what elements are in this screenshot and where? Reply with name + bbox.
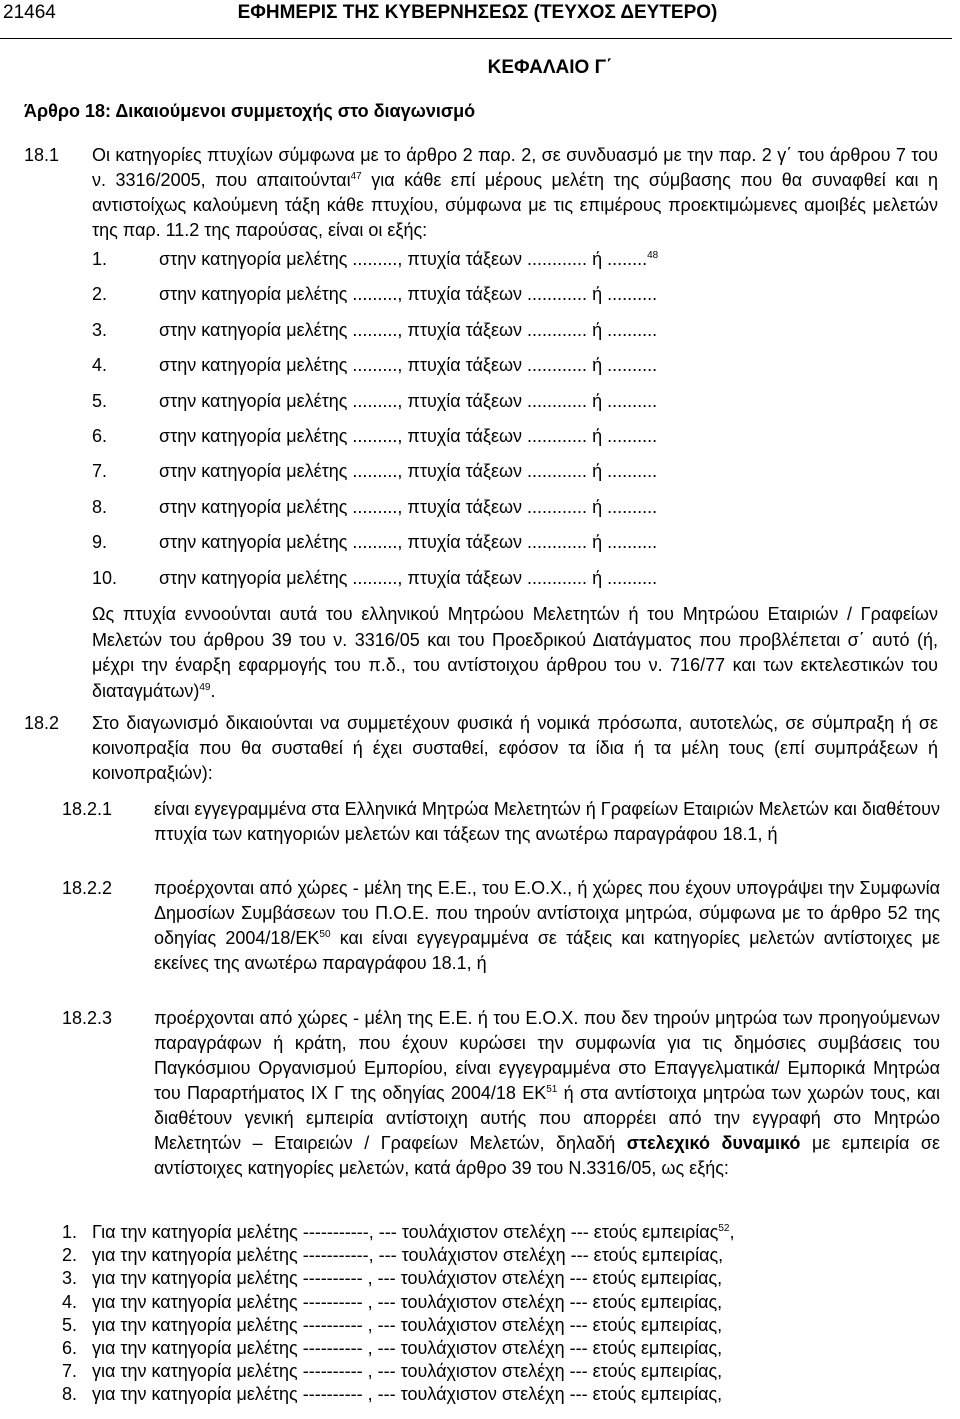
list-item-number: 9. xyxy=(92,532,108,553)
subparagraph-text-b: και είναι εγγεγραμμένα σε τάξεις και κατηγορίες μελετών αντίστοιχες με εκείνες της ανωτέρω παραγράφου 18.1, ή xyxy=(154,928,940,973)
ptychia-note xyxy=(92,602,938,704)
list-item-number: 4. xyxy=(62,1291,78,1312)
footnote-ref: 47 xyxy=(350,171,362,182)
list-item-text: στην κατηγορία μελέτης ........., πτυχία τάξεων ............ ή .......... xyxy=(159,532,658,553)
paragraph-18-1-text-a: Οι κατηγορίες πτυχίων σύμφωνα με το άρθρο 2 παρ. 2, σε συνδυασμό με την παρ. 2 γ΄ του άρθρου 7 του ν. 3316/2005, που απαιτούνται xyxy=(92,145,938,190)
list-item-number: 1. xyxy=(62,1222,78,1242)
ptychia-note-end: . xyxy=(210,680,216,701)
list-item xyxy=(62,1338,877,1361)
footnote-ref: 48 xyxy=(647,250,659,261)
subparagraph-text xyxy=(154,876,940,976)
list-item xyxy=(92,355,832,390)
paragraph-18-1-text-b: για κάθε επί μέρους μελέτη της σύμβασης που θα συναφθεί και η αντιστοίχως καλούμενη τάξη κάθε πτυχίου, σύμφωνα με τις επιμέρους προεκτιμώμενες αμοιβές μελετών της παρ. 11.2 της παρούσας, είναι οι εξής: xyxy=(92,170,938,240)
list-item-text: για την κατηγορία μελέτης ---------- , --- τουλάχιστον στελέχη --- ετούς εμπειρίας, xyxy=(92,1291,723,1312)
paragraph-18-1 xyxy=(92,143,938,243)
ptychia-note-text: Ως πτυχία εννοούνται αυτά του ελληνικού Μητρώου Μελετητών ή του Μητρώου Εταιριών / Γραφείων Μελετών του άρθρου 39 του ν. 3316/05 και του Προεδρικού Διατάγματος που προβλέπεται σ΄ αυτό (ή, μέχρι την έναρξη εφαρμογής του π.δ., του αντίστοιχου άρθρου του ν. 716/77 και των εκτελεστικών του διαταγμάτων) xyxy=(92,604,938,701)
list-item-text: στην κατηγορία μελέτης ........., πτυχία τάξεων ............ ή ........ xyxy=(159,249,648,269)
list-item-number: 7. xyxy=(92,461,108,482)
footnote-ref: 52 xyxy=(718,1223,730,1234)
list-item-number: 2. xyxy=(92,284,108,305)
list-item-number: 8. xyxy=(62,1384,78,1405)
list-item-text: Για την κατηγορία μελέτης -----------, --- τουλάχιστον στελέχη --- ετούς εμπειρίας xyxy=(92,1222,719,1242)
list-item-text: στην κατηγορία μελέτης ........., πτυχία τάξεων ............ ή .......... xyxy=(159,496,658,517)
list-item-number: 3. xyxy=(62,1268,78,1289)
list-item xyxy=(92,426,832,461)
subparagraph-text xyxy=(154,1006,940,1181)
list-item xyxy=(62,1222,877,1245)
list-item-end: , xyxy=(729,1222,735,1242)
journal-title: ΕΦΗΜΕΡΙΣ ΤΗΣ ΚΥΒΕΡΝΗΣΕΩΣ (ΤΕΥΧΟΣ ΔΕΥΤΕΡΟ) xyxy=(237,2,718,23)
footnote-ref: 51 xyxy=(546,1084,558,1095)
list-item-text: στην κατηγορία μελέτης ........., πτυχία τάξεων ............ ή .......... xyxy=(159,319,658,340)
staff-list xyxy=(62,1222,877,1408)
list-item-number: 10. xyxy=(92,567,118,588)
list-item xyxy=(92,320,832,355)
subparagraph-number: 18.2.3 xyxy=(62,1008,113,1028)
list-item-number: 6. xyxy=(92,425,108,446)
list-item-number: 2. xyxy=(62,1245,78,1266)
paragraph-18-2: Στο διαγωνισμό δικαιούνται να συμμετέχουν φυσικά ή νομικά πρόσωπα, αυτοτελώς, σε σύμπραξη ή σε κοινοπραξία που θα συσταθεί ή έχει συσταθεί, εφόσον τα ίδια ή τα μέλη τους (επί συμπράξεων ή κοινοπραξιών): xyxy=(92,713,938,783)
chapter-title: ΚΕΦΑΛΑΙΟ Γ΄ xyxy=(487,57,613,78)
subparagraph-text: είναι εγγεγραμμένα στα Ελληνικά Μητρώα Μελετητών ή Γραφείων Εταιριών Μελετών και διαθέτουν πτυχία των κατηγοριών μελετών και τάξεων της ανωτέρω παραγράφου 18.1, ή xyxy=(154,799,940,844)
list-item-text: στην κατηγορία μελέτης ........., πτυχία τάξεων ............ ή .......... xyxy=(159,284,658,305)
header-rule xyxy=(0,38,952,39)
footnote-ref: 50 xyxy=(319,929,331,940)
list-item-number: 1. xyxy=(92,249,108,269)
subparagraph-text-a: προέρχονται από χώρες - μέλη της Ε.Ε., του Ε.Ο.Χ., ή χώρες που έχουν υπογράψει την Συμφωνία Δημοσίων Συμβάσεων του Π.Ο.Ε. που τηρούν αντίστοιχα μητρώα, σύμφωνα με το άρθρο 52 της οδηγίας 2004/18/ΕΚ xyxy=(154,878,940,948)
list-item-number: 3. xyxy=(92,319,108,340)
list-item xyxy=(92,532,832,567)
article-title: Άρθρο 18: Δικαιούμενοι συμμετοχής στο διαγωνισμό xyxy=(24,101,476,121)
page-number: 21464 xyxy=(3,2,56,23)
category-list xyxy=(92,249,832,603)
list-item-text: για την κατηγορία μελέτης ---------- , --- τουλάχιστον στελέχη --- ετούς εμπειρίας, xyxy=(92,1314,723,1335)
paragraph-number-18-2: 18.2 xyxy=(24,713,60,733)
list-item-text: στην κατηγορία μελέτης ........., πτυχία τάξεων ............ ή .......... xyxy=(159,425,658,446)
list-item-number: 8. xyxy=(92,496,108,517)
list-item-text: για την κατηγορία μελέτης ---------- , --- τουλάχιστον στελέχη --- ετούς εμπειρίας, xyxy=(92,1384,723,1405)
list-item-text: για την κατηγορία μελέτης -----------, --- τουλάχιστον στελέχη --- ετούς εμπειρίας, xyxy=(92,1245,724,1266)
list-item-text: στην κατηγορία μελέτης ........., πτυχία τάξεων ............ ή .......... xyxy=(159,390,658,411)
list-item xyxy=(62,1361,877,1384)
list-item xyxy=(92,568,832,603)
list-item-text: για την κατηγορία μελέτης ---------- , --- τουλάχιστον στελέχη --- ετούς εμπειρίας, xyxy=(92,1361,723,1382)
footnote-ref: 49 xyxy=(199,681,211,693)
subparagraph-number: 18.2.2 xyxy=(62,878,113,898)
list-item xyxy=(62,1268,877,1291)
page-header xyxy=(3,2,952,28)
subparagraph-number: 18.2.1 xyxy=(62,799,113,819)
list-item-number: 6. xyxy=(62,1337,78,1358)
list-item xyxy=(92,391,832,426)
subparagraph-text-a: προέρχονται από χώρες - μέλη της Ε.Ε. ή του Ε.Ο.Χ. που δεν τηρούν μητρώα των προηγούμενων παραγράφων ή κράτη, που έχουν κυρώσει την συμφωνία για τις δημόσιες συμβάσεις του Παγκόσμιου Οργανισμού Εμπορίου, είναι εγγεγραμμένα στο Επαγγελματικά/ Εμπορικά Μητρώα του Παραρτήματος ΙΧ Γ της οδηγίας 2004/18 ΕΚ xyxy=(154,1008,940,1103)
list-item xyxy=(92,497,832,532)
list-item-text: για την κατηγορία μελέτης ---------- , --- τουλάχιστον στελέχη --- ετούς εμπειρίας, xyxy=(92,1337,723,1358)
subparagraph-text-b: ή στα αντίστοιχα μητρώα των χωρών τους, και διαθέτουν γενική εμπειρία αντίστοιχη αυτής που απορρέει από την εγγραφή στο Μητρώο Μελετητών – Εταιρειών / Γραφείων Μελετών, δηλαδή xyxy=(154,1083,941,1153)
list-item xyxy=(62,1384,877,1407)
list-item-text: στην κατηγορία μελέτης ........., πτυχία τάξεων ............ ή .......... xyxy=(159,567,658,588)
list-item-text: για την κατηγορία μελέτης ---------- , --- τουλάχιστον στελέχη --- ετούς εμπειρίας, xyxy=(92,1268,723,1289)
list-item xyxy=(92,284,832,319)
list-item-text: στην κατηγορία μελέτης ........., πτυχία τάξεων ............ ή .......... xyxy=(159,355,658,376)
list-item xyxy=(62,1315,877,1338)
list-item-number: 4. xyxy=(92,355,108,376)
list-item-number: 7. xyxy=(62,1361,78,1382)
list-item-number: 5. xyxy=(62,1314,78,1335)
list-item xyxy=(62,1245,877,1268)
list-item xyxy=(62,1292,877,1315)
list-item-number: 5. xyxy=(92,390,108,411)
list-item-text: στην κατηγορία μελέτης ........., πτυχία τάξεων ............ ή .......... xyxy=(159,461,658,482)
subparagraph-text-c: με εμπειρία σε αντίστοιχες κατηγορίες μελετών, κατά άρθρο 39 του Ν.3316/05, ως εξής: xyxy=(154,1133,940,1178)
paragraph-number-18-1: 18.1 xyxy=(24,145,60,165)
subparagraph-bold-text: στελεχικό δυναμικό xyxy=(626,1133,801,1153)
list-item xyxy=(92,249,832,284)
list-item xyxy=(92,461,832,496)
